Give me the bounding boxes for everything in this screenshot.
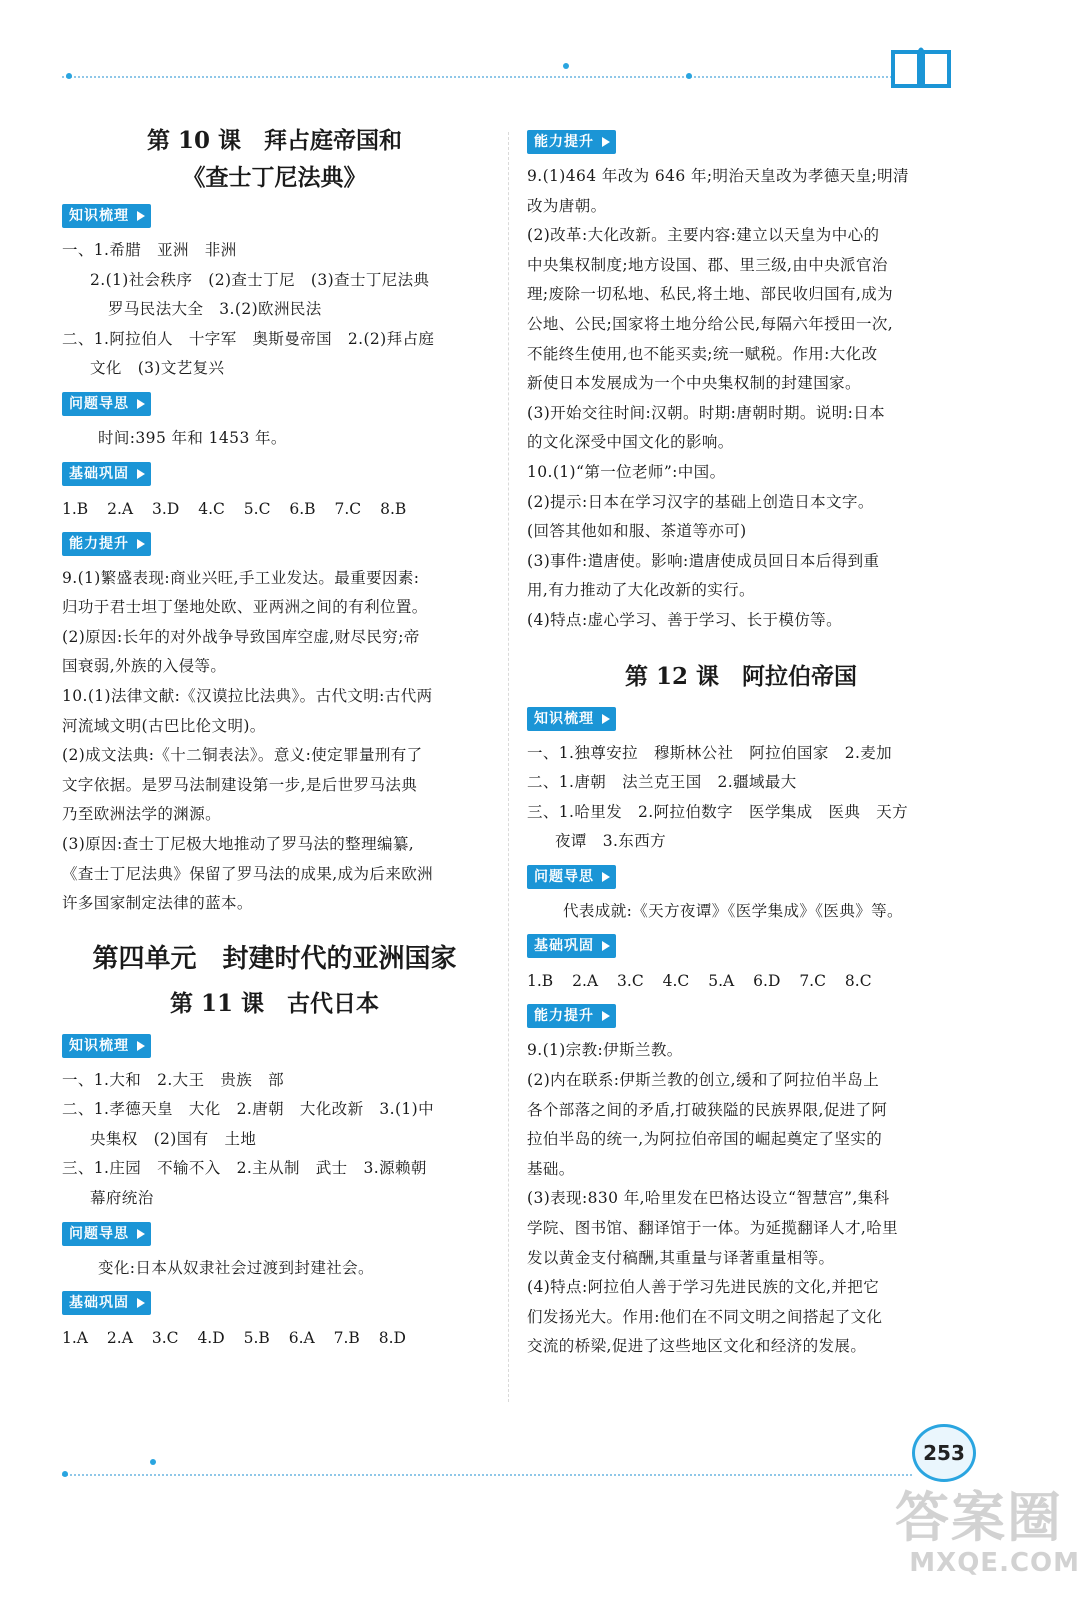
answer-line: 改为唐朝。	[527, 196, 607, 215]
mc-answer: 1.B	[527, 972, 554, 991]
answer-line: (2)原因:长年的对外战争导致国库空虚,财尽民穷;帝	[62, 627, 420, 646]
mc-answer: 2.A	[572, 972, 599, 991]
answer-line: 三、1.庄园 不输不入 2.主从制 武士 3.源赖朝	[62, 1159, 427, 1178]
mc-answer: 6.D	[753, 972, 781, 991]
mc-answer: 8.D	[378, 1329, 406, 1348]
mc-answer: 4.C	[662, 972, 690, 991]
section-tag-ability: 能力提升	[62, 532, 151, 556]
section-tag-knowledge: 知识梳理	[527, 707, 616, 731]
answer-line: 二、1.唐朝 法兰克王国 2.疆域最大	[527, 773, 797, 792]
answer-line: 一、1.希腊 亚洲 非洲	[62, 241, 237, 259]
answer-line: 文字依据。是罗马法制建设第一步,是后世罗马法典	[62, 775, 418, 794]
lesson-12-title: 第 12 课 阿拉伯帝国	[624, 662, 858, 690]
section-tag-knowledge: 知识梳理	[62, 1034, 151, 1058]
answer-line: 二、1.孝德天皇 大化 2.唐朝 大化改新 3.(1)中	[62, 1100, 435, 1119]
lesson-11-title: 第 11 课 古代日本	[169, 989, 380, 1017]
answer-line: (2)改革:大化改新。主要内容:建立以天皇为中心的	[527, 226, 880, 245]
mc-answer: 5.C	[243, 499, 271, 518]
answer-line: 归功于君士坦丁堡地处欧、亚两洲之间的有利位置。	[62, 598, 428, 617]
answer-line: 代表成就:《天方夜谭》《医学集成》《医典》等。	[563, 901, 903, 920]
answer-line: 公地、公民;国家将土地分给公民,每隔六年授田一次,	[527, 314, 894, 333]
mc-answer: 1.B	[62, 499, 89, 518]
left-column	[62, 122, 487, 1353]
answer-line: (3)表现:830 年,哈里发在巴格达设立“智慧宫”,集科	[527, 1189, 890, 1208]
bottom-decor-dot	[62, 1471, 68, 1477]
answer-line: 交流的桥梁,促进了这些地区文化和经济的发展。	[527, 1337, 867, 1356]
book-icon	[890, 44, 952, 90]
answer-line: 用,有力推动了大化改新的实行。	[527, 581, 755, 600]
answer-line: 们发扬光大。作用:他们在不同文明之间搭起了文化	[527, 1307, 883, 1326]
answer-line: 乃至欧洲法学的渊源。	[62, 805, 222, 824]
top-decor-dot	[686, 73, 692, 79]
section-tag-basic: 基础巩固	[527, 934, 616, 958]
answer-line: 一、1.独尊安拉 穆斯林公社 阿拉伯国家 2.麦加	[527, 743, 893, 762]
answer-line: 9.(1)繁盛表现:商业兴旺,手工业发达。最重要因素:	[62, 568, 420, 587]
answer-line: 国衰弱,外族的入侵等。	[62, 657, 227, 676]
mc-answer: 4.D	[197, 1329, 225, 1348]
answer-line: 中央集权制度;地方设国、郡、里三级,由中央派官治	[527, 255, 888, 274]
answer-line: 9.(1)宗教:伊斯兰教。	[527, 1041, 683, 1060]
answer-line: 各个部落之间的矛盾,打破狭隘的民族界限,促进了阿	[527, 1100, 888, 1119]
answer-line: 三、1.哈里发 2.阿拉伯数字 医学集成 医典 天方	[527, 802, 908, 821]
mc-answer: 7.C	[799, 972, 826, 991]
mc-answer: 5.B	[243, 1329, 270, 1348]
bottom-decor-dot	[150, 1459, 156, 1465]
answer-line: 时间:395 年和 1453 年。	[98, 428, 287, 447]
mc-answer: 5.A	[708, 972, 735, 991]
answer-line: 文化 (3)文艺复兴	[90, 359, 225, 378]
mc-answer: 6.A	[288, 1329, 315, 1348]
mc-answer: 4.C	[198, 499, 225, 518]
answer-line: (3)开始交往时间:汉朝。时期:唐朝时期。说明:日本	[527, 403, 886, 422]
answer-line: (4)特点:阿拉伯人善于学习先进民族的文化,并把它	[527, 1278, 880, 1297]
mc-answer: 2.A	[107, 499, 134, 518]
mc-answer: 2.A	[106, 1329, 133, 1348]
answer-line: 10.(1)“第一位老师”:中国。	[527, 462, 726, 481]
mc-answer: 7.C	[334, 499, 362, 518]
bottom-decor-rule	[62, 1474, 912, 1476]
mc-answer: 3.C	[617, 972, 644, 991]
mc-answer: 7.B	[333, 1329, 360, 1348]
answer-line: 河流域文明(古巴比伦文明)。	[62, 716, 266, 735]
mc-answer: 8.B	[380, 499, 407, 518]
answer-line: (3)事件:遣唐使。影响:遣唐使成员回日本后得到重	[527, 551, 880, 570]
answer-line: 《查士丁尼法典》保留了罗马法的成果,成为后来欧洲	[62, 864, 434, 883]
lesson-10-subtitle: 《查士丁尼法典》	[182, 164, 367, 191]
section-tag-ability: 能力提升	[527, 1004, 616, 1028]
answer-line: 变化:日本从奴隶社会过渡到封建社会。	[98, 1258, 374, 1277]
answer-line: 10.(1)法律文献:《汉谟拉比法典》。古代文明:古代两	[62, 686, 433, 705]
mc-answers	[62, 494, 487, 524]
answer-line: (回答其他如和服、茶道等亦可)	[527, 522, 747, 541]
lesson-10-title: 第 10 课 拜占庭帝国和	[146, 127, 403, 154]
watermark-logo-text: 答案圈	[895, 1486, 1063, 1549]
section-tag-question: 问题导思	[62, 1222, 151, 1246]
top-decor-dot	[66, 73, 72, 79]
answer-line: 幕府统治	[90, 1189, 154, 1208]
answer-line: (2)提示:日本在学习汉字的基础上创造日本文字。	[527, 492, 874, 511]
answer-line: 学院、图书馆、翻译馆于一体。为延揽翻译人才,哈里	[527, 1219, 899, 1238]
answer-line: (2)内在联系:伊斯兰教的创立,缓和了阿拉伯半岛上	[527, 1071, 880, 1090]
answer-line: 发以黄金支付稿酬,其重量与译著重量相等。	[527, 1248, 835, 1267]
section-tag-question: 问题导思	[527, 865, 616, 889]
mc-answers	[527, 966, 955, 996]
section-tag-ability: 能力提升	[527, 130, 616, 154]
section-tag-question: 问题导思	[62, 392, 151, 416]
mc-answers	[62, 1323, 487, 1353]
top-decor-rule	[62, 76, 892, 78]
mc-answer: 3.C	[151, 1329, 179, 1348]
answer-line: (2)成文法典:《十二铜表法》。意义:使定罪量刑有了	[62, 746, 423, 765]
unit-4-title: 第四单元 封建时代的亚洲国家	[92, 943, 457, 974]
answer-line: 基础。	[527, 1159, 575, 1178]
answer-line: 罗马民法大全 3.(2)欧洲民法	[108, 300, 322, 319]
answer-line: 的文化深受中国文化的影响。	[527, 433, 734, 452]
answer-line: 2.(1)社会秩序 (2)查士丁尼 (3)查士丁尼法典	[90, 270, 430, 289]
right-column	[527, 130, 955, 1362]
section-tag-basic: 基础巩固	[62, 1291, 151, 1315]
answer-line: 9.(1)464 年改为 646 年;明治天皇改为孝德天皇;明清	[527, 167, 909, 185]
page-number: 253	[912, 1424, 976, 1482]
answer-line: 新使日本发展成为一个中央集权制的封建国家。	[527, 374, 861, 393]
column-divider	[508, 132, 509, 1402]
answer-line: 央集权 (2)国有 土地	[90, 1129, 257, 1148]
answer-line: 一、1.大和 2.大王 贵族 部	[62, 1070, 284, 1089]
answer-line: (4)特点:虚心学习、善于学习、长于模仿等。	[527, 610, 842, 629]
mc-answer: 1.A	[62, 1329, 88, 1348]
section-tag-knowledge: 知识梳理	[62, 204, 151, 228]
top-decor-dot	[563, 63, 569, 69]
watermark	[895, 1488, 1080, 1588]
mc-answer: 8.C	[844, 972, 872, 991]
answer-line: 理;废除一切私地、私民,将土地、部民收归国有,成为	[527, 285, 894, 304]
watermark-site-text: MXQE.COM	[909, 1548, 1080, 1578]
answer-line: (3)原因:查士丁尼极大地推动了罗马法的整理编纂,	[62, 834, 415, 853]
answer-line: 不能终生使用,也不能买卖;统一赋税。作用:大化改	[527, 344, 878, 363]
mc-answer: 3.D	[152, 499, 180, 518]
mc-answer: 6.B	[289, 499, 316, 518]
section-tag-basic: 基础巩固	[62, 462, 151, 486]
answer-line: 拉伯半岛的统一,为阿拉伯帝国的崛起奠定了坚实的	[527, 1130, 883, 1149]
answer-line: 夜谭 3.东西方	[555, 832, 666, 851]
answer-line: 许多国家制定法律的蓝本。	[62, 894, 253, 913]
answer-line: 二、1.阿拉伯人 十字军 奥斯曼帝国 2.(2)拜占庭	[62, 329, 435, 348]
